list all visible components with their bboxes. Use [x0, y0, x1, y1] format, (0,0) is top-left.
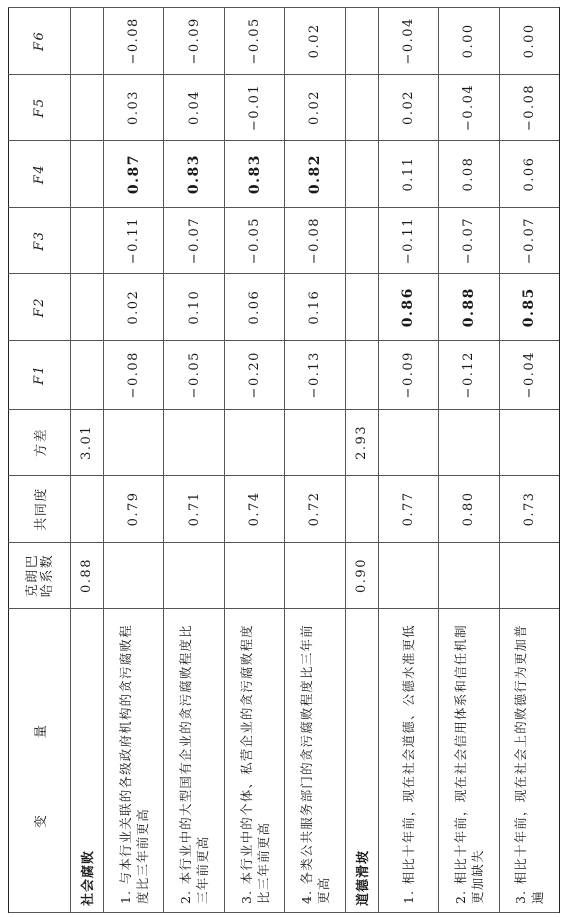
- item-cronbach-empty: [439, 542, 499, 609]
- item-cronbach-empty: [378, 542, 438, 609]
- factor-loading-cell: 0.00: [439, 8, 499, 75]
- factor-loading-cell: −0.08: [499, 74, 559, 141]
- factor-loading-cell: 0.02: [378, 74, 438, 141]
- item-communality: 0.73: [499, 476, 559, 543]
- factor-loading-cell: −0.04: [439, 74, 499, 141]
- factor-loading-cell: 0.02: [285, 74, 345, 141]
- factor-loading-cell: −0.07: [439, 207, 499, 274]
- group-factor-empty: [71, 340, 104, 409]
- factor-loading-cell: 0.10: [164, 274, 224, 341]
- factor-loading-cell: −0.11: [378, 207, 438, 274]
- header-cronbach: [9, 542, 71, 609]
- factor-loading-cell: −0.13: [285, 340, 345, 409]
- item-communality: 0.72: [285, 476, 345, 543]
- table-row: [285, 8, 345, 913]
- item-communality: 0.74: [224, 476, 284, 543]
- header-factor-f3: F3: [9, 207, 71, 274]
- item-label: 3. 相比十年前，现在社会上的败德行为更加普遍: [499, 609, 559, 913]
- factor-loading-cell: 0.06: [224, 274, 284, 341]
- factor-loading-cell: 0.11: [378, 141, 438, 208]
- item-variance-empty: [499, 409, 559, 476]
- header-factor-f4: F4: [9, 141, 71, 208]
- factor-loading-cell: −0.07: [164, 207, 224, 274]
- group-factor-empty: [345, 274, 378, 341]
- factor-loading-cell: 0.88: [439, 274, 499, 341]
- item-variance-empty: [285, 409, 345, 476]
- header-communality: 共同度: [9, 476, 71, 543]
- header-factor-f6: F6: [9, 8, 71, 75]
- group-factor-empty: [345, 8, 378, 75]
- table-row: [439, 8, 499, 913]
- header-factor-f2: F2: [9, 274, 71, 341]
- factor-loading-cell: −0.09: [164, 8, 224, 75]
- item-communality: 0.71: [164, 476, 224, 543]
- factor-loading-cell: 0.03: [103, 74, 163, 141]
- item-variance-empty: [164, 409, 224, 476]
- group-label: 社会腐败: [71, 609, 104, 913]
- header-cronbach-line2: 哈系数: [39, 553, 55, 598]
- factor-loading-cell: −0.11: [103, 207, 163, 274]
- group-factor-empty: [71, 8, 104, 75]
- group-communality-empty: [71, 476, 104, 543]
- item-label: 4. 各类公共服务部门的贪污腐败程度比三年前更高: [285, 609, 345, 913]
- group-cronbach: 0.88: [71, 542, 104, 609]
- group-cronbach: 0.90: [345, 542, 378, 609]
- item-cronbach-empty: [103, 542, 163, 609]
- table-row: [378, 8, 438, 913]
- header-variable: 变 量: [9, 609, 71, 913]
- group-variance: 2.93: [345, 409, 378, 476]
- table-row: [499, 8, 559, 913]
- table-body: [71, 8, 560, 913]
- item-cronbach-empty: [285, 542, 345, 609]
- item-label: 3. 本行业中的个体、私营企业的贪污腐败程度比三年前更高: [224, 609, 284, 913]
- factor-loading-cell: −0.08: [103, 8, 163, 75]
- factor-loading-cell: −0.05: [164, 340, 224, 409]
- group-label: 道德滑坡: [345, 609, 378, 913]
- factor-loading-cell: −0.04: [499, 340, 559, 409]
- item-variance-empty: [439, 409, 499, 476]
- group-factor-empty: [345, 74, 378, 141]
- factor-loading-cell: −0.08: [103, 340, 163, 409]
- factor-loading-cell: 0.86: [378, 274, 438, 341]
- factor-loading-cell: 0.08: [439, 141, 499, 208]
- group-factor-empty: [71, 274, 104, 341]
- header-cronbach-line1: 克朗巴: [24, 553, 40, 598]
- header-factor-f5: F5: [9, 74, 71, 141]
- group-factor-empty: [71, 141, 104, 208]
- factor-loading-cell: −0.04: [378, 8, 438, 75]
- group-variance: 3.01: [71, 409, 104, 476]
- item-label: 2. 本行业中的大型国有企业的贪污腐败程度比三年前更高: [164, 609, 224, 913]
- header-row: [9, 8, 71, 913]
- factor-loading-cell: 0.00: [499, 8, 559, 75]
- item-communality: 0.80: [439, 476, 499, 543]
- item-label: 1. 相比十年前，现在社会道德、公德水准更低: [378, 609, 438, 913]
- group-row: [71, 8, 104, 913]
- group-communality-empty: [345, 476, 378, 543]
- table-row: [164, 8, 224, 913]
- item-cronbach-empty: [499, 542, 559, 609]
- factor-loading-cell: −0.20: [224, 340, 284, 409]
- item-communality: 0.79: [103, 476, 163, 543]
- factor-loading-cell: −0.07: [499, 207, 559, 274]
- table-row: [224, 8, 284, 913]
- factor-loading-cell: −0.08: [285, 207, 345, 274]
- factor-loading-cell: 0.82: [285, 141, 345, 208]
- group-row: [345, 8, 378, 913]
- item-variance-empty: [224, 409, 284, 476]
- factor-loading-cell: −0.12: [439, 340, 499, 409]
- header-factor-f1: F1: [9, 340, 71, 409]
- factor-loading-cell: 0.83: [224, 141, 284, 208]
- group-factor-empty: [71, 207, 104, 274]
- group-factor-empty: [345, 207, 378, 274]
- group-factor-empty: [345, 340, 378, 409]
- factor-loading-cell: 0.06: [499, 141, 559, 208]
- item-cronbach-empty: [224, 542, 284, 609]
- factor-loading-cell: 0.85: [499, 274, 559, 341]
- factor-loading-cell: 0.83: [164, 141, 224, 208]
- header-variance: 方差: [9, 409, 71, 476]
- factor-loading-cell: −0.09: [378, 340, 438, 409]
- item-label: 1. 与本行业关联的各级政府机构的贪污腐败程度比三年前更高: [103, 609, 163, 913]
- factor-loading-table: [8, 7, 560, 913]
- group-factor-empty: [71, 74, 104, 141]
- factor-loading-cell: 0.02: [285, 8, 345, 75]
- factor-loading-cell: −0.05: [224, 8, 284, 75]
- item-variance-empty: [103, 409, 163, 476]
- factor-loading-cell: 0.16: [285, 274, 345, 341]
- group-factor-empty: [345, 141, 378, 208]
- factor-loading-cell: 0.87: [103, 141, 163, 208]
- item-variance-empty: [378, 409, 438, 476]
- item-cronbach-empty: [164, 542, 224, 609]
- factor-loading-cell: 0.02: [103, 274, 163, 341]
- item-label: 2. 相比十年前，现在社会信用体系和信任机制更加缺失: [439, 609, 499, 913]
- factor-loading-cell: 0.04: [164, 74, 224, 141]
- factor-loading-cell: −0.01: [224, 74, 284, 141]
- factor-loading-cell: −0.05: [224, 207, 284, 274]
- item-communality: 0.77: [378, 476, 438, 543]
- table-row: [103, 8, 163, 913]
